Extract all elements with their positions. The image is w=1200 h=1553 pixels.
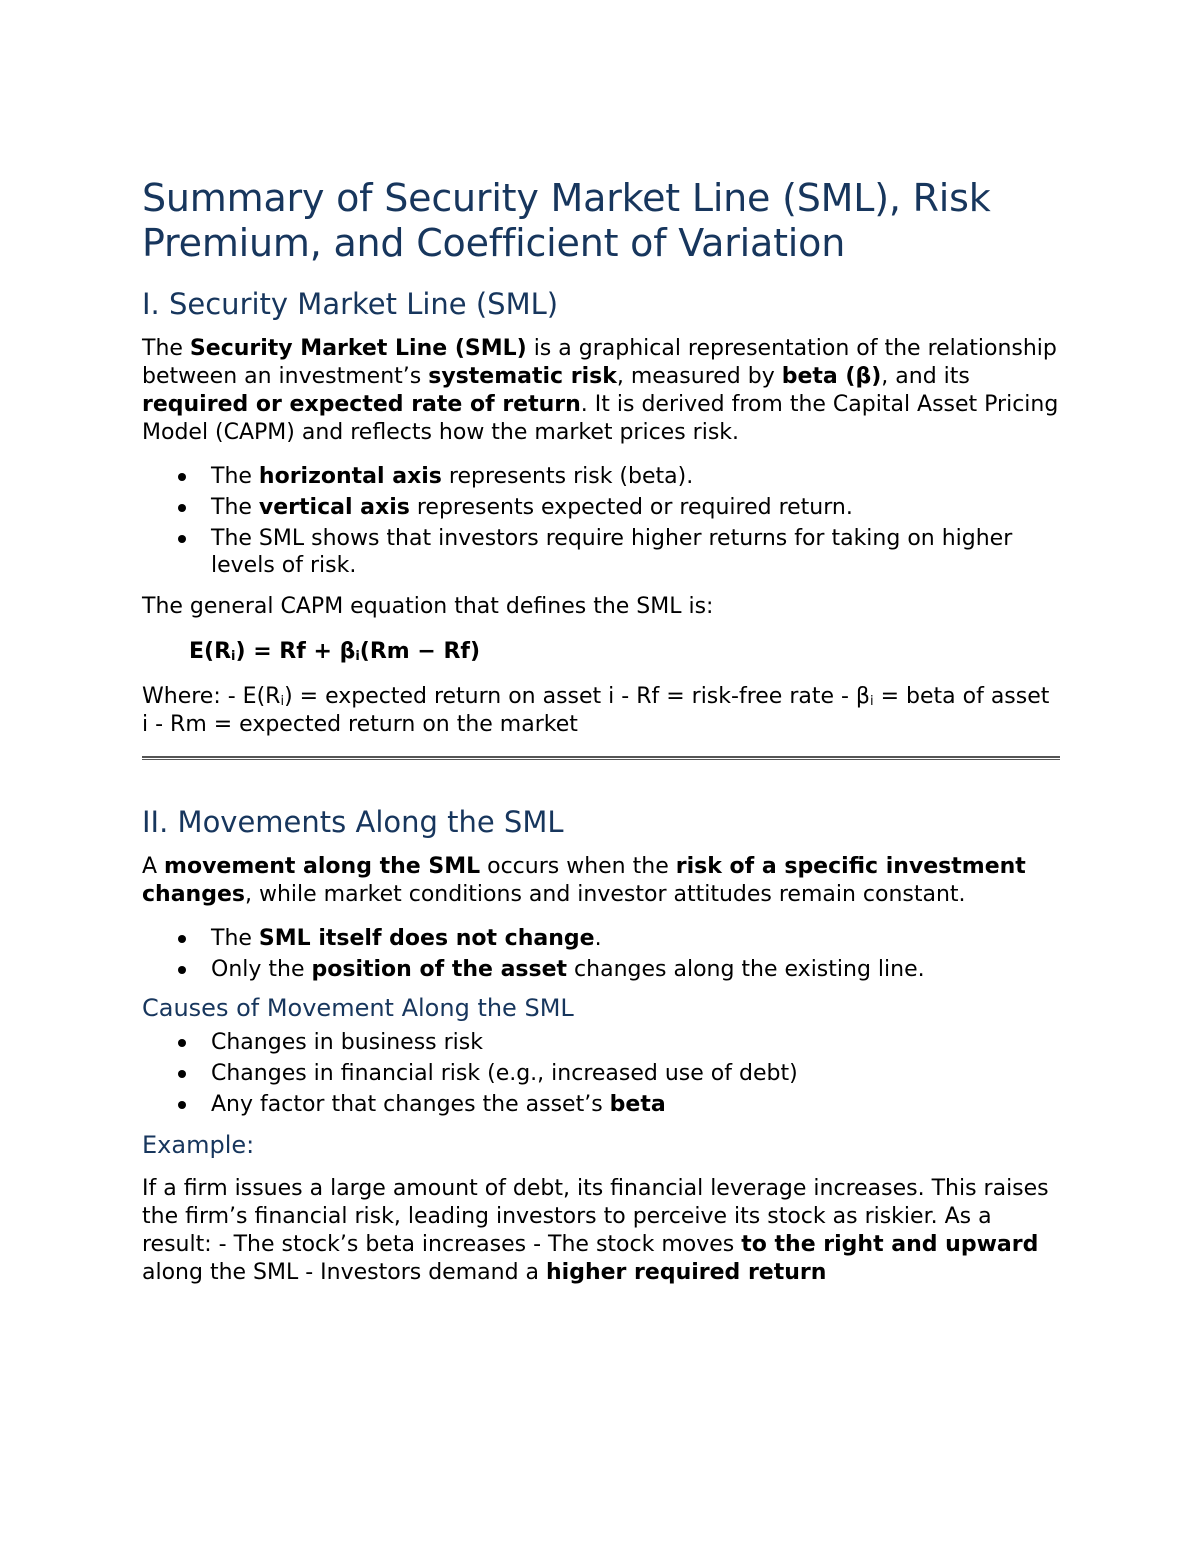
bold-text: to the right and upward: [741, 1232, 1039, 1257]
bold-text: SML itself does not change: [258, 926, 595, 951]
text-run: = beta of asset i - Rm = expected return on the market: [142, 684, 1050, 737]
text-run: is a graphical representation of the relationship between an investment’s: [142, 336, 1057, 389]
subscript-text: i: [280, 694, 285, 709]
bold-text: beta: [609, 1092, 666, 1117]
text-run: represents expected or required return.: [409, 495, 853, 520]
equation-definitions: [142, 683, 1062, 739]
text-run: . It is derived from the Capital Asset Pricing Model (CAPM) and reflects how the market prices risk.: [142, 392, 1059, 445]
bold-text: horizontal axis: [258, 464, 442, 489]
bold-text: beta (β): [781, 364, 882, 389]
text-run: along the SML - Investors demand a: [142, 1260, 547, 1285]
example-heading: Example:: [142, 1131, 255, 1159]
equation-intro: The general CAPM equation that defines the SML is:: [142, 594, 714, 619]
text-run: Changes in financial risk (e.g., increased use of debt): [211, 1061, 798, 1086]
section-heading-sml: I. Security Market Line (SML): [142, 287, 559, 321]
bold-text: vertical axis: [258, 495, 410, 520]
text-run: , measured by: [616, 364, 782, 389]
text-run: occurs when the: [480, 854, 676, 879]
text-run: ) = expected return on asset i - Rf = risk-free rate - β: [284, 684, 870, 709]
example-paragraph: [142, 1175, 1062, 1287]
text-run: represents risk (beta).: [441, 464, 694, 489]
causes-heading: Causes of Movement Along the SML: [142, 994, 574, 1022]
movement-bullet-list: [142, 925, 1062, 983]
subscript-text: i: [355, 649, 360, 664]
movement-intro-paragraph: [142, 853, 1062, 909]
sml-intro-paragraph: [142, 335, 1062, 447]
document-title: Summary of Security Market Line (SML), Risk Premium, and Coefficient of Variation: [142, 176, 991, 265]
causes-bullet-item: [142, 1060, 1062, 1087]
text-run: (Rm − Rf): [359, 639, 481, 664]
bold-text: position of the asset: [311, 957, 568, 982]
sml-bullet-list: [142, 463, 1062, 579]
text-run: The SML shows that investors require higher returns for taking on higher levels of risk.: [211, 526, 1013, 578]
movement-bullet-item: [142, 956, 1062, 983]
text-run: Changes in business risk: [211, 1030, 483, 1055]
subscript-text: i: [869, 694, 874, 709]
text-run: Any factor that changes the asset’s: [211, 1092, 610, 1117]
causes-bullet-item: [142, 1091, 1062, 1118]
text-run: E(R: [189, 639, 232, 664]
bold-text: systematic risk: [428, 364, 617, 389]
text-run: The: [211, 495, 259, 520]
bold-text: movement along the SML: [164, 854, 481, 879]
text-run: ) = Rf + β: [235, 639, 356, 664]
text-run: Where: - E(R: [142, 684, 281, 709]
document-content: [142, 176, 1062, 1287]
text-run: , while market conditions and investor attitudes remain constant.: [244, 882, 966, 907]
text-run: If a firm issues a large amount of debt, its financial leverage increases. This raises the firm’s financial risk, leading investors to perceive its stock as riskier. As a result: - The stock’s beta increases - The stock moves: [142, 1176, 1049, 1257]
text-run: The: [211, 464, 259, 489]
sml-bullet-item: [142, 463, 1062, 490]
text-run: changes along the existing line.: [567, 957, 925, 982]
text-run: A: [142, 854, 165, 879]
bold-text: required or expected rate of return: [142, 392, 581, 417]
section-heading-movements: II. Movements Along the SML: [142, 805, 564, 839]
movement-bullet-item: [142, 925, 1062, 952]
bold-text: risk of a specific investment changes: [142, 854, 1026, 907]
text-run: The: [211, 926, 259, 951]
text-run: The: [142, 336, 190, 361]
causes-bullet-item: [142, 1029, 1062, 1056]
subscript-text: i: [231, 649, 236, 664]
bold-text: higher required return: [546, 1260, 827, 1285]
horizontal-rule: [142, 756, 1060, 760]
text-run: , and its: [881, 364, 970, 389]
bold-text: Security Market Line (SML): [189, 336, 527, 361]
sml-bullet-item: [142, 525, 1062, 579]
causes-bullet-list: [142, 1029, 1062, 1118]
text-run: Only the: [211, 957, 312, 982]
capm-equation: [142, 638, 1062, 666]
sml-bullet-item: [142, 494, 1062, 521]
text-run: .: [594, 926, 602, 951]
